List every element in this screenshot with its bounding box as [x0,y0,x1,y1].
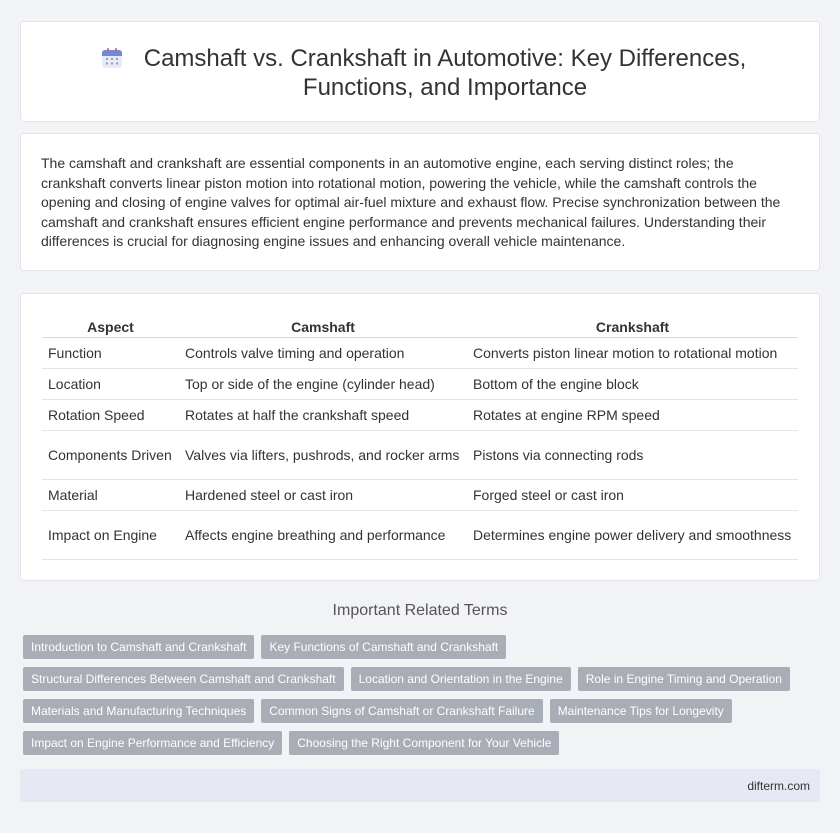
table-cell: Rotates at engine RPM speed [467,399,798,430]
table-header: Crankshaft [467,315,798,337]
related-term-tag[interactable]: Impact on Engine Performance and Efficiency [23,731,282,755]
related-term-tag[interactable]: Maintenance Tips for Longevity [550,699,732,723]
table-cell: Pistons via connecting rods [467,430,798,479]
table-row [42,479,798,510]
related-term-tag[interactable]: Location and Orientation in the Engine [351,667,571,691]
related-term-tag[interactable]: Common Signs of Camshaft or Crankshaft Failure [261,699,542,723]
table-cell: Rotates at half the crankshaft speed [179,399,467,430]
comparison-table [42,315,798,560]
footer-site-link[interactable]: difterm.com [747,779,810,793]
table-cell: Impact on Engine [42,510,179,559]
table-row [42,337,798,368]
title-card [20,21,820,122]
related-term-tag[interactable]: Introduction to Camshaft and Crankshaft [23,635,254,659]
related-term-tag[interactable]: Structural Differences Between Camshaft and Crankshaft [23,667,344,691]
table-cell: Controls valve timing and operation [179,337,467,368]
table-cell: Hardened steel or cast iron [179,479,467,510]
table-cell: Determines engine power delivery and smoothness [467,510,798,559]
table-header-row [42,315,798,337]
related-terms-title: Important Related Terms [332,602,508,619]
intro-paragraph: The camshaft and crankshaft are essential components in an automotive engine, each serving distinct roles; the crankshaft converts linear piston motion into rotational motion, powering the vehicle, while the camshaft controls the opening and closing of engine valves for optimal air-fuel mixture and exhaust flow. Precise synchronization between the camshaft and crankshaft ensures efficient engine performance and prevents mechanical failures. Understanding their differences is crucial for diagnosing engine issues and enhancing overall vehicle maintenance. [41,155,781,249]
table-cell: Function [42,337,179,368]
table-cell: Top or side of the engine (cylinder head) [179,368,467,399]
related-term-tag[interactable]: Key Functions of Camshaft and Crankshaft [261,635,506,659]
table-row [42,510,798,559]
table-row [42,368,798,399]
table-header: Aspect [42,315,179,337]
table-cell: Components Driven [42,430,179,479]
related-terms-list [23,635,813,763]
table-cell: Forged steel or cast iron [467,479,798,510]
table-cell: Material [42,479,179,510]
table-cell: Location [42,368,179,399]
intro-card [20,133,820,271]
related-term-tag[interactable]: Choosing the Right Component for Your Vehicle [289,731,559,755]
table-row [42,430,798,479]
table-header: Camshaft [179,315,467,337]
footer [20,769,820,802]
related-term-tag[interactable]: Materials and Manufacturing Techniques [23,699,254,723]
related-term-tag[interactable]: Role in Engine Timing and Operation [578,667,790,691]
table-row [42,399,798,430]
table-cell: Affects engine breathing and performance [179,510,467,559]
table-cell: Rotation Speed [42,399,179,430]
table-cell: Converts piston linear motion to rotational motion [467,337,798,368]
page-title: Camshaft vs. Crankshaft in Automotive: Key Differences, Functions, and Importance [143,45,747,101]
table-cell: Bottom of the engine block [467,368,798,399]
comparison-card [20,293,820,581]
table-cell: Valves via lifters, pushrods, and rocker arms [179,430,467,479]
